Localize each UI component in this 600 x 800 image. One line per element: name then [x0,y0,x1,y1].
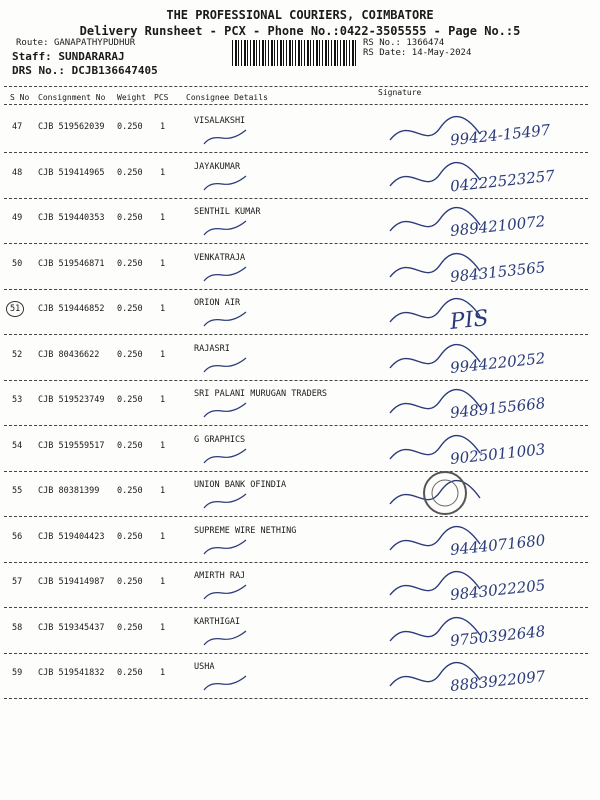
row-divider [4,289,588,290]
row-consignment: CJB 519345437 [38,623,105,633]
header-divider-top [4,86,588,87]
row-weight: 0.250 [117,668,143,678]
row-pcs: 1 [160,577,166,587]
row-divider [4,653,588,654]
row-weight: 0.250 [117,168,143,178]
pen-tick-mark [200,672,260,696]
row-sno: 50 [12,259,23,269]
row-consignee: VENKATRAJA [194,253,246,263]
row-consignment: CJB 519546871 [38,259,105,269]
row-pcs: 1 [160,168,166,178]
row-consignment: CJB 519414987 [38,577,105,587]
drs-value: DCJB136647405 [71,64,158,77]
row-consignment: CJB 519440353 [38,213,105,223]
row-weight: 0.250 [117,304,143,314]
row-consignment: CJB 519541832 [38,668,105,678]
col-signature: Signature [378,88,422,97]
row-sno: 55 [12,486,23,496]
col-consignee: Consignee Details [186,93,268,102]
row-signature-phone: 8883922097 [449,667,547,695]
row-weight: 0.250 [117,259,143,269]
row-divider [4,425,588,426]
rs-date-value: 14-May-2024 [411,48,472,58]
staff-value: SUNDARARAJ [58,50,125,63]
row-consignee: SRI PALANI MURUGAN TRADERS [194,389,328,399]
row-consignment: CJB 519562039 [38,122,105,132]
row-divider [4,152,588,153]
row-divider [4,698,588,699]
row-pcs: 1 [160,623,166,633]
row-consignment: CJB 80381399 [38,486,100,496]
row-sno: 48 [12,168,23,178]
col-pcs: PCS [154,93,169,102]
row-sno: 57 [12,577,23,587]
route-label: Route: [16,38,49,48]
row-divider [4,198,588,199]
pen-tick-mark [200,445,260,469]
row-divider [4,516,588,517]
row-sno: 51 [6,301,24,317]
row-consignee: ORION AIR [194,298,241,308]
row-signature-phone: PIS [448,306,490,335]
row-signature-phone: 04222523257 [449,166,556,196]
rs-no-value: 1366474 [406,38,445,48]
row-weight: 0.250 [117,395,143,405]
row-consignee: RAJASRI [194,344,230,354]
row-divider [4,243,588,244]
col-consignment: Consignment No [38,93,106,102]
col-sno: S No [10,93,30,102]
row-signature-phone: 99424-15497 [449,120,552,150]
pen-tick-mark [200,126,260,150]
row-signature-phone: 9444071680 [449,531,547,559]
drs-label: DRS No.: [12,64,65,77]
row-signature-phone: 9489155668 [449,394,547,422]
company-title: THE PROFESSIONAL COURIERS, COIMBATORE [166,8,434,22]
row-sno: 59 [12,668,23,678]
pen-tick-mark [200,263,260,287]
row-consignment: CJB 519414965 [38,168,105,178]
row-consignment: CJB 80436622 [38,350,100,360]
row-weight: 0.250 [117,577,143,587]
header-divider-bottom [4,104,588,105]
row-sno: 49 [12,213,23,223]
bank-stamp-icon [420,468,470,518]
signature-scribble [380,474,590,518]
row-sno: 47 [12,122,23,132]
row-sno: 58 [12,623,23,633]
pen-tick-mark [200,627,260,651]
route-value: GANAPATHYPUDHUR [53,38,136,48]
row-pcs: 1 [160,259,166,269]
row-consignment: CJB 519559517 [38,441,105,451]
rs-no-line [363,38,444,48]
row-weight: 0.250 [117,532,143,542]
row-pcs: 1 [160,441,166,451]
row-pcs: 1 [160,304,166,314]
row-weight: 0.250 [117,441,143,451]
row-consignment: CJB 519523749 [38,395,105,405]
barcode [232,40,358,66]
pen-tick-mark [200,354,260,378]
row-pcs: 1 [160,668,166,678]
drs-line [12,64,158,77]
row-divider [4,380,588,381]
pen-tick-mark [200,217,260,241]
row-consignee: SUPREME WIRE NETHING [194,526,297,536]
staff-line [12,50,125,63]
row-divider [4,334,588,335]
rs-date-line [363,48,471,58]
row-consignee: G GRAPHICS [194,435,246,445]
row-consignee: AMIRTH RAJ [194,571,246,581]
pen-tick-mark [200,308,260,332]
pen-tick-mark [200,172,260,196]
row-divider [4,607,588,608]
row-pcs: 1 [160,395,166,405]
runsheet-title: Delivery Runsheet - PCX - Phone No.:0422-3505555 - Page No.:5 [79,24,521,38]
row-sno: 56 [12,532,23,542]
rs-date-label: RS Date: [363,48,407,58]
pen-tick-mark [200,536,260,560]
row-weight: 0.250 [117,122,143,132]
row-signature-phone: 9843022205 [449,576,547,604]
row-pcs: 1 [160,350,166,360]
row-signature-phone: 9843153565 [449,258,547,286]
pen-tick-mark [200,581,260,605]
row-signature-phone: 9894210072 [449,212,547,240]
row-pcs: 1 [160,486,166,496]
route-line [16,38,135,48]
row-consignee: SENTHIL KUMAR [194,207,261,217]
row-pcs: 1 [160,213,166,223]
row-weight: 0.250 [117,486,143,496]
row-signature-phone: 9750392648 [449,622,547,650]
pen-tick-mark [200,490,260,514]
row-weight: 0.250 [117,350,143,360]
row-divider [4,471,588,472]
row-weight: 0.250 [117,623,143,633]
row-sno: 53 [12,395,23,405]
row-divider [4,562,588,563]
col-weight: Weight [117,93,146,102]
row-weight: 0.250 [117,213,143,223]
row-consignment: CJB 519446852 [38,304,105,314]
row-consignee: USHA [194,662,215,672]
row-signature-phone: 9025011003 [449,440,547,468]
rs-no-label: RS No.: [363,38,401,48]
row-consignee: VISALAKSHI [194,116,246,126]
row-signature-phone: 9944220252 [449,349,547,377]
row-consignee: UNION BANK OFINDIA [194,480,287,490]
row-pcs: 1 [160,532,166,542]
pen-tick-mark [200,399,260,423]
staff-label: Staff: [12,50,52,63]
row-sno: 54 [12,441,23,451]
row-consignee: KARTHIGAI [194,617,241,627]
row-consignee: JAYAKUMAR [194,162,241,172]
row-sno: 52 [12,350,23,360]
row-consignment: CJB 519404423 [38,532,105,542]
row-pcs: 1 [160,122,166,132]
